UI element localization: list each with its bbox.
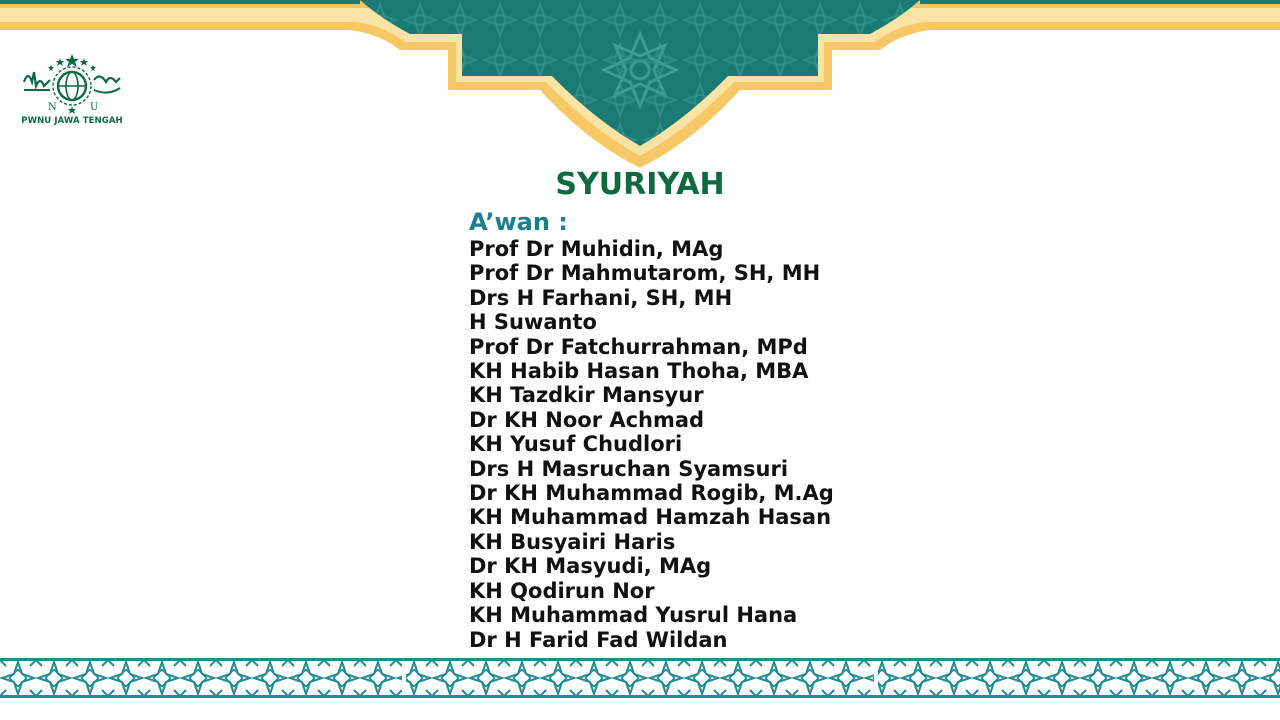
header-ornament: [0, 0, 1280, 175]
member-name: Drs H Farhani, SH, MH: [469, 285, 733, 310]
member-name: KH Yusuf Chudlori: [469, 432, 683, 457]
member-name: Prof Dr Fatchurrahman, MPd: [469, 334, 808, 359]
logo-letter-u: U: [90, 102, 99, 113]
member-name: Dr KH Muhammad Rogib, M.Ag: [469, 481, 834, 506]
page-title: SYURIYAH: [555, 167, 725, 202]
member-name: Drs H Masruchan Syamsuri: [469, 456, 789, 481]
section-subtitle: A’wan :: [469, 208, 568, 236]
member-name: Dr KH Masyudi, MAg: [469, 554, 712, 579]
logo-letter-n: N: [48, 102, 57, 113]
member-name: KH Muhammad Yusrul Hana: [469, 603, 798, 628]
member-list: [469, 237, 834, 652]
member-name: Prof Dr Muhidin, MAg: [469, 237, 724, 261]
logo-caption: PWNU JAWA TENGAH: [21, 116, 123, 126]
member-name: KH Habib Hasan Thoha, MBA: [469, 359, 809, 384]
member-name: KH Tazdkir Mansyur: [469, 383, 704, 408]
member-name: H Suwanto: [469, 310, 597, 335]
member-name: KH Muhammad Hamzah Hasan: [469, 505, 832, 530]
member-name: KH Qodirun Nor: [469, 578, 655, 603]
footer-pattern-band: [0, 658, 1280, 698]
member-name: Dr H Farid Fad Wildan: [469, 627, 728, 652]
member-name: Prof Dr Mahmutarom, SH, MH: [469, 261, 821, 286]
member-name: KH Busyairi Haris: [469, 529, 676, 554]
member-name: Dr KH Noor Achmad: [469, 407, 705, 432]
